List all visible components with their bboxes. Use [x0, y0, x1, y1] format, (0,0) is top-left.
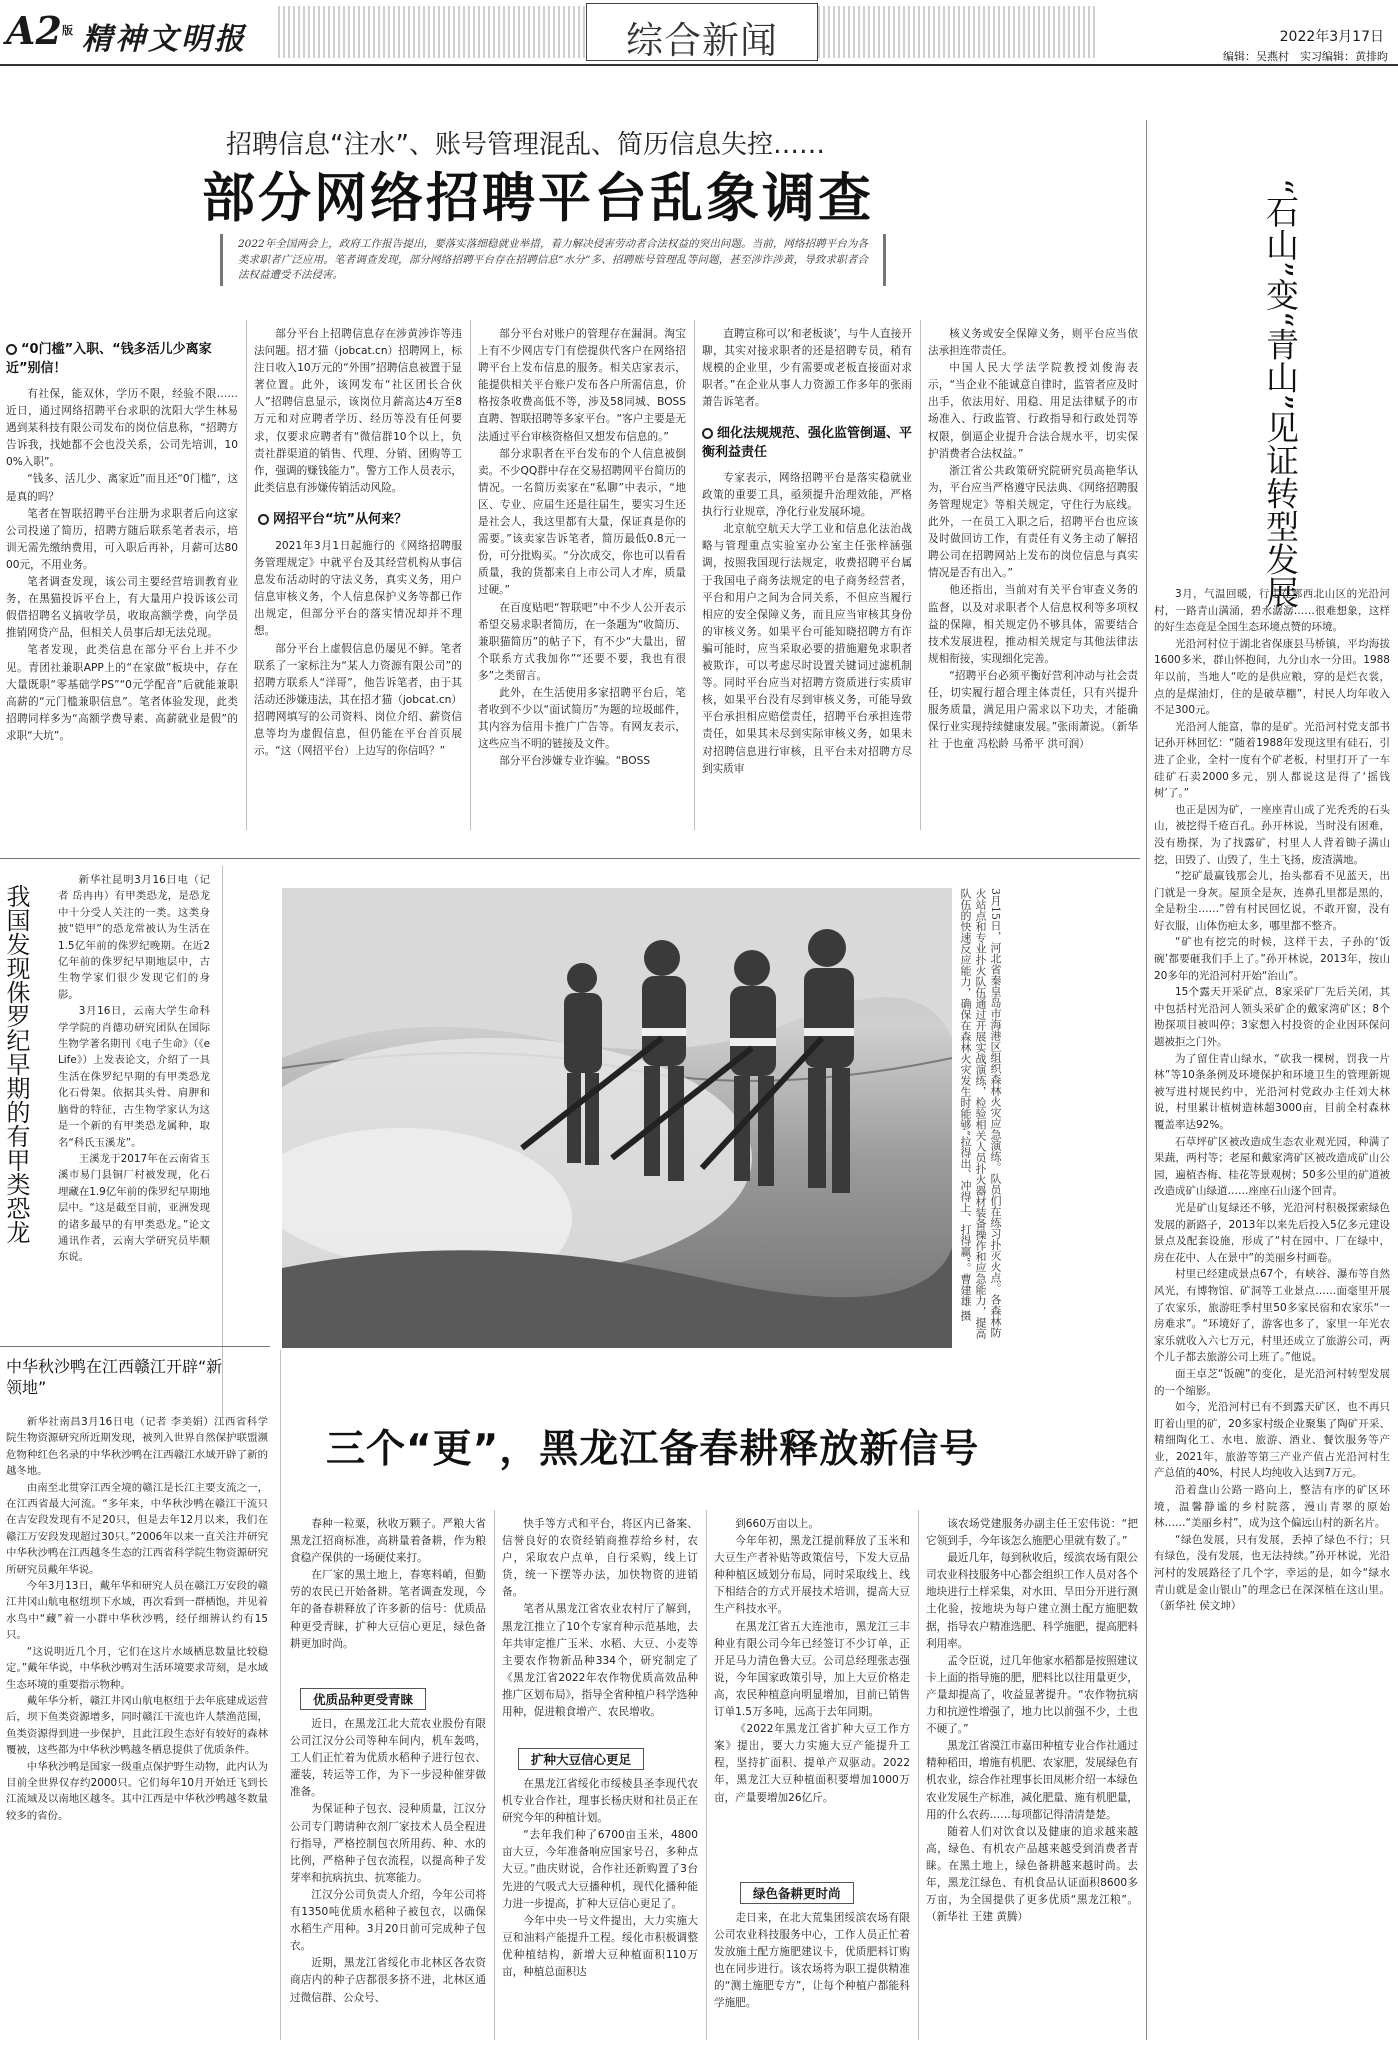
lead-subhead-1	[6, 340, 238, 378]
paragraph: 孟令臣说，过几年他家水稻都是按照建议卡上面的指导施的肥，肥料比以往用量更少，产量却提高了，收益显著提升。“农作物抗病力和抗逆性增强了，地力比以前强不少，土也不硬了。”	[926, 1654, 1138, 1736]
page-number-suffix: 版	[61, 24, 73, 37]
paragraph: 新华社昆明3月16日电（记者 岳冉冉）有甲类恐龙，是恐龙中十分受人关注的一类。这类身披“铠甲”的恐龙常被认为生活在1.5亿年前的侏罗纪晚期。在近2亿年前的侏罗纪早期地层中，古生物学家们很少发现它们的身影。	[58, 874, 210, 1001]
mountain-body	[1154, 586, 1390, 1615]
paragraph: 《2022年黑龙江省扩种大豆工作方案》提出，要大力实施大豆产能提升工程，坚持扩面积、提单产双驱动。2022年，黑龙江大豆种植面积要增加1000万亩，产量要增加26亿斤。	[714, 1723, 910, 1804]
dino-title: 我国发现侏罗纪早期的有甲类恐龙	[2, 884, 30, 1244]
lead-kicker: 招聘信息“注水”、账号管理混乱、简历信息失控……	[226, 130, 825, 160]
paragraph: 王溪龙于2017年在云南省玉溪市易门县铜厂村被发现，化石埋藏在1.9亿年前的侏罗纪早期地层中。“这是截至目前，亚洲发现的诸多最早的有甲类恐龙。”论文通讯作者，云南大学研究员毕顺东说。	[58, 1152, 210, 1264]
column-divider	[470, 320, 471, 830]
paragraph: “这说明近几个月，它们在这片水域栖息数量比较稳定。”戴年华说，中华秋沙鸭对生活环境要求苛刻，是水域生态环境的重要指示物种。	[6, 1645, 268, 1691]
paragraph: 在厂家的黑土地上，春寒料峭，但勤劳的农民已开始备耕。笔者调查发现，今年的备春耕释放了许多新的信号：优质品种更受青睐，扩种大豆信心更足，绿色备耕更加时尚。	[290, 1569, 486, 1650]
paragraph: 光沿河人能富，靠的是矿。光沿河村党支部书记孙开林回忆：“随着1988年发现这里有硅石，引进了企业，全村一度有个矿老板，村里打开了一车硅矿石卖2000多元，别人都说这是得了‘摇钱树’了。”	[1154, 720, 1390, 800]
lead-subhead-2-text: 网招平台“坑”从何来？	[273, 512, 408, 527]
paragraph: 笔者调查发现，该公司主要经营培训教育业务，在黑猫投诉平台上，有大量用户投诉该公司假借招聘名义搞收学员，收取高额学费，向学员推销网贷产品，但相关人员事后却无法兑现。	[6, 576, 238, 640]
issue-date: 2022年3月17日	[1279, 29, 1384, 45]
paragraph: 3月，气温回暖，行走在鄂西北山区的光沿河村，一路青山满涌，碧水潺潺……很难想象，这样的好生态竟是全国生态环境点赞的环境。	[1154, 588, 1390, 634]
paragraph: 在百度贴吧“智联吧”中不少人公开表示希望交易求职者简历，在一条题为“收简历、兼职猫简历”的帖子下，有不少“大量出，留个联系方式我加你”“还要不要，我也有很多”之类留言。	[478, 601, 686, 682]
lead-subhead-1-text: “0门槛”入职、“钱多活儿少离家近”别信！	[6, 342, 212, 376]
sturgeon-title: 中华秋沙鸭在江西赣江开辟“新领地”	[6, 1357, 223, 1397]
paragraph: 该农场党建服务办副主任王宏伟说：“把它领到手，今年该怎么施肥心里就有数了。”	[926, 1518, 1138, 1548]
lead-subhead-2	[258, 508, 407, 527]
paragraph: “钱多、活儿少、离家近”而且还“0门槛”，这是真的吗？	[6, 473, 238, 503]
spring-column-2	[502, 1516, 698, 1721]
spring-column-2b	[502, 1776, 698, 1981]
column-divider	[494, 1510, 495, 2040]
paragraph: 近期，黑龙江省绥化市北林区各农资商店内的种子店都很多挤不进，北林区通过微信群、公众号、	[290, 1957, 486, 2004]
section-title: 综合新闻	[626, 19, 778, 62]
lead-column-4	[702, 326, 912, 411]
paragraph: 笔者在智联招聘平台注册为求职者后向这家公司投递了简历，招聘方随后联系笔者表示，培训无需先缴纳费用，可入职后再补，月薪可达8000元，不用业务。	[6, 507, 238, 571]
paragraph: 近日，在黑龙江北大荒农业股份有限公司江汉分公司等种车间内，机车轰鸣，工人们正忙着为优质水稻种子进行包衣、灌装，转运等工作，为下一步浸种催芽做准备。	[290, 1718, 486, 1799]
column-divider	[1146, 120, 1147, 2040]
bullet-circle-icon	[702, 428, 713, 439]
news-photo	[282, 888, 952, 1348]
paragraph: 戴年华分析，赣江井冈山航电枢纽于去年底建成运营后，坝下鱼类资源增多，同时赣江干流也许人禁渔范围，鱼类资源得到进一步保护，且此江段生态好有较好的森林覆被，这些都为中华秋沙鸭越冬栖息提供了优质条件。	[6, 1694, 268, 1757]
section-rule	[0, 1346, 270, 1347]
column-divider	[918, 1510, 919, 2040]
paragraph: 有社保，能双休，学历不限，经验不限……近日，通过网络招聘平台求职的沈阳大学生林易遇到某科技有限公司发布的岗位信息称，“招聘方告诉我，找她都不会也没关系，公司先培训，100%入职”。	[6, 388, 238, 469]
page-number-value: A2	[6, 8, 62, 53]
paragraph: 江汉分公司负责人介绍，今年公司将有1350吨优质水稻种子被包衣，以确保水稻生产用种。3月20日前可完成种子包衣。	[290, 1888, 486, 1953]
paragraph: 专家表示，网络招聘平台是落实稳就业政策的重要工具，亟须提升治理效能，严格执行行业规章，净化行业发展环境。	[702, 472, 912, 519]
bullet-circle-icon	[6, 344, 17, 355]
paragraph: 他还指出，当前对有关平台审查义务的监督，以及对求职者个人信息权利等多项权益的保障，相关规定仍不够具体，需要结合技术发展进程，推动相关规定与其他法律法规相衔接，实现细化完善。	[928, 584, 1138, 665]
paragraph: 直聘宣称可以‘和老板谈’，与牛人直接开聊，其实对接求职者的还是招聘专员，稍有规模的企业里，少有需要或老板直接面对求职者。”在企业从事人力资源工作多年的张雨萧告诉笔者。	[702, 328, 912, 409]
paragraph: 春种一粒粟，秋收万颗子。严粮大省黑龙江招商标准，高耕量着备耕，作为粮食稳产保供的一场硬仗来打。	[290, 1518, 486, 1565]
paragraph: 笔者发现，此类信息在部分平台上并不少见。青团社兼职APP上的“在家做”板块中，存在大量既职“零基础学PS”“0元学配音”后就能兼职高薪的“元门槛兼职信息”。笔者体验发现，此类招聘同样多为“高额学费导素、高薪就业是假”的求职“大坑”。	[6, 644, 238, 742]
paragraph: 到660万亩以上。	[735, 1518, 819, 1530]
mountain-title: “石山”变“青山”见证转型发展	[1261, 178, 1300, 609]
spring-title: 三个“更”，黑龙江备春耕释放新信号	[326, 1427, 980, 1472]
spring-column-3b	[714, 1910, 910, 2013]
paragraph: 沿着盘山公路一路向上，整洁有序的矿区环境，温馨静谧的乡村院落，漫山青翠的原始林……“美丽乡村”，成为这个偏远山村的新名片。	[1154, 1484, 1390, 1530]
paragraph: 如今，光沿河村已有不到露天矿区，也不再只盯着山里的矿，20多家村级企业聚集了陶矿开采、精细陶化工、水电、旅游、酒业、餐饮服务等产业，2021年，旅游等第三产业产值占光沿河村生产总值的40%，村民人均纯收入达到7万元。	[1154, 1401, 1390, 1480]
photo-caption: 3月15日，河北省秦皇岛市海港区组织森林火灾应急演练。队员们在练习扑灭火点。各森林防火站点和专业扑火队伍通过开展实战演练，检验相关人员扑火器材装备操作和应急能力，提高队伍的快速反应能力，确保在森林火灾发生时能够“拉得出、冲得上、打得赢”。曹建雄 摄	[959, 888, 1002, 1339]
paragraph: 浙江省公共政策研究院研究员高艳华认为，平台应当严格遵守民法典、《网络招聘服务管理规定》等相关规定，守住行为底线。此外，一在员工入职之后，招聘平台也应该及时做回访工作，有责任有义务主动了解招聘公司在招聘网站上发布的岗位信息与真实情况是否有出入。”	[928, 464, 1138, 580]
paragraph: 今年中央一号文件提出，大力实施大豆和油料产能提升工程。绥化市积极调整优种植结构，新增大豆种植面积110万亩，种植总面积达	[502, 1914, 698, 1979]
spring-subhead-2: 扩种大豆信心更足	[518, 1748, 644, 1770]
dino-body	[58, 872, 210, 1266]
masthead-rule	[0, 64, 1398, 66]
paragraph: 部分平台上虚假信息仍屡见不鲜。笔者联系了一家标注为“某人力资源有限公司”的招聘方联系人“洋哥”，他告诉笔者，由于其活动还涉嫌违法，其在招才猫（jobcat.cn）招聘网填写的公司资料、岗位介绍、薪资信息等均为虚假信息，但仍能在平台首页展示。“这（网招平台）上边写的你信吗？”	[254, 642, 462, 758]
paragraph: 为保证种子包衣、浸种质量，江汉分公司专门聘请种衣剂厂家技术人员全程进行指导，严格控制包衣所用药、种、水的比例，严格种子包衣流程，以提高种子发芽率和抗病抗虫、抗寒能力。	[290, 1803, 486, 1884]
paragraph: 今年3月13日，戴年华和研究人员在赣江万安段的赣江井冈山航电枢纽坝下水域，再次看到一群栖饱，并见着水鸟中“藏”着一小群中华秋沙鸭，经仔细辨认约有15只。	[6, 1580, 268, 1642]
paragraph: 北京航空航天大学工业和信息化法治战略与管理重点实验室办公室主任张梓涵强调，按照我国现行法规定，收费招聘平台属于我国电子商务法规定的电子商务经营者，平台和用户之间为合同关系，不但应当履行相应的安全保障义务，而且应当审核其身份的审核义务。如果平台可能知晓招聘方有诈骗可能时，应当采取必要的措施避免求职者被欺诈，可以考虑尽时设置关键词过滤机制等。同时平台应当对招聘方资质进行实质审核，如果平台没有尽到审核义务，可能导致平台承担相应赔偿责任，招聘平台承担连带责任，如果其未尽到实际审核义务，如果未对招聘信息进行审核，且平台未对招聘方尽到实质审	[702, 523, 912, 775]
paragraph: 中华秋沙鸭是国家一级重点保护野生动物，此内认为目前全世界仅存约2000只。它们每年10月开始迁飞到长江流域及以南地区越冬。其中江西是中华秋沙鸭越冬数量较多的省份。	[6, 1760, 268, 1822]
lead-headline: 部分网络招聘平台乱象调查	[202, 168, 874, 229]
paragraph: “矿也有挖完的时候，这样干去，子孙的‘饭碗’都要砸我们手上了。”孙开林说，2013年，按山20多年的光沿河村开始“治山”。	[1154, 936, 1390, 982]
paragraph: 石草坪矿区被改造成生态农业观光园，种满了果蔬，两村等；老屋和戴家湾矿区被改造成矿山公园，遍植杏梅、桂花等景观树；50多公里的矿道被改造成矿山绿道……座座石山逐个回青。	[1154, 1135, 1390, 1198]
paragraph: “招聘平台必须平衡好营利冲动与社会责任，切实履行超合理主体责任，只有兴提升服务质量，满足用户需求以下功夫，才能确保行业实现持续健康发展。”张雨萧说。（新华社 于也童 冯松龄 马希平 洪可润）	[928, 669, 1138, 751]
spring-column-1b	[290, 1716, 486, 2007]
lead-column-3	[478, 326, 686, 770]
masthead-stripe-right	[818, 6, 1098, 58]
paragraph: 部分平台对账户的管理存在漏洞。淘宝上有不少网店专门有偿提供代客户在网络招聘平台上发布信息的服务。相关店家表示，能提供相关平台账户发布各户所需信息，价格按条收费高低不等，涉及58同城、BOSS直聘、智联招聘等多家平台。“客户主要是无法通过平台审核资格但又想发布信息的。”	[478, 328, 686, 443]
lead-subhead-3-text: 细化法规规范、强化监管倒逼、平衡利益责任	[702, 426, 913, 460]
paragraph: 黑龙江省漠江市嘉田种植专业合作社通过精种稻田，增施有机肥、农家肥，发展绿色有机农业，综合作社理事长田凤彬介绍一本绿色农业发展生产标准，减化肥量、施有机肥量，用的什么农药……每项都记得清清楚楚。	[926, 1740, 1138, 1821]
lead-column-1	[6, 386, 238, 745]
paragraph: 15个露天开采矿点，8家采矿厂先后关闭，其中包括村光沿河人领头采矿企的戴家湾矿区；8个勘探项目被叫停；3家想入村投资的企业因环保问题被拒之门外。	[1154, 986, 1390, 1049]
lead-column-4b	[702, 470, 912, 778]
paragraph: 此外，在生活使用多家招聘平台后，笔者收到不少以“面试简历”为题的垃圾邮件，其内容为信用卡推广广告等。有网友表示，这些应当不明的链接及文件。	[478, 686, 686, 751]
paragraph: 也正是因为矿，一座座青山成了光秃秃的石头山，被挖得千疮百孔。孙开林说，当时没有困难，没有勘探，为了找露矿，村里人人背着锄子满山挖，田毁了、山毁了，生土飞扬，废渣满地。	[1154, 803, 1390, 866]
paragraph: 面王卓芝“饭碗”的变化，是光沿河村转型发展的一个缩影。	[1154, 1367, 1390, 1397]
column-divider	[694, 320, 695, 830]
paragraph: 2021年3月1日起施行的《网络招聘服务管理规定》中就平台及其经营机构从事信息发布活动时的守法义务，真实义务，用户信息审核义务，个人信息保护义务等都已作出规定，但部分平台的落实情况却并不理想。	[254, 540, 462, 638]
column-divider	[246, 320, 247, 830]
lead-subhead-3	[702, 424, 914, 462]
paragraph: 中国人民大学法学院教授刘俊海表示，“当企业不能诚意自律时，监管者应及时出手，依法用好、用稳、用足法律赋予的市场准入、行政监管、行政指导和行政处罚等权限，倒逼企业提升合法合规水平，切实保护消费者合法权益。”	[928, 362, 1138, 460]
lead-column-2	[254, 326, 462, 497]
column-divider	[706, 1510, 707, 2040]
paragraph: 新华社南昌3月16日电（记者 李美娟）江西省科学院生物资源研究所近期发现，被列入世界自然保护联盟濒危物种红色名录的中华秋沙鸭在江西赣江水域开辟了新的越冬地。	[6, 1416, 268, 1478]
paragraph: 随着人们对饮食以及健康的追求越来越高，绿色、有机农产品越来越受到消费者青睐。在黑土地上，绿色备耕越来越时尚。去年，黑龙江绿色、有机食品认证面积8600多万亩，为全国提供了更多优质“黑龙江粮”。（新华社 王建 黄腾）	[926, 1825, 1138, 1924]
section-rule	[0, 858, 1140, 859]
paragraph: 3月16日，云南大学生命科学学院的肖德功研究团队在国际生物学著名期刊《电子生命》（《eLife》）上发表论文，介绍了一具生活在侏罗纪早期的有甲类恐龙化石骨架。依据其头骨、肩胛和脑骨的特征，古生物学家认为这是一个新的有甲类恐龙属种，取名“科氏玉溪龙”。	[58, 1005, 210, 1149]
paragraph: 在黑龙江省绥化市绥棱县圣李现代农机专业合作社，理事长杨庆财和社员正在研究今年的种植计划。	[502, 1778, 698, 1825]
masthead-stripe-left	[278, 6, 586, 58]
paragraph: 核义务或安全保障义务，则平台应当依法承担连带责任。	[928, 328, 1138, 358]
paragraph: 村里已经建成景点67个，有峡谷、瀑布等自然风光，有博物馆、矿洞等工业景点……面毫里开展了农家乐，旅游旺季村里50多家民宿和农家乐“一房难求”。“环境好了，游客也多了，家里一年光农家乐就收入六七万元，村里还成立了旅游公司，两个儿子都去旅游公司上班了。”他说。	[1154, 1268, 1390, 1364]
paragraph: 部分平台涉嫌专业诈骗。“BOSS	[499, 755, 651, 768]
spring-column-4	[926, 1516, 1138, 1926]
column-divider	[222, 866, 223, 1426]
column-divider	[920, 320, 921, 830]
paragraph: 最近几年，每到秋收后，绥滨农场有限公司农业科技服务中心都会组织工作人员对各个地块进行土样采集，对水田、旱田分开进行测土化验，按地块为每户建立测土配方施肥数据，指导农户精准选肥、科学施肥，提高肥料利用率。	[926, 1552, 1138, 1650]
paragraph: 部分求职者在平台发布的个人信息被倒卖。不少QQ群中存在交易招聘网平台简历的情况。一名简历卖家在“私聊”中表示，“地区、专业、应届生还是往届生，要实习生还是社会人，我这里都有大量，保证真是你的需要。”该卖家告诉笔者，简历最低0.8元一份，可分批购买。“分次成交，你也可以看看质量，我的货都来自上市公司人才库，质量过硬。”	[478, 447, 686, 597]
paragraph: 为了留住青山绿水，“砍我一棵树，罚我一片林”等10条条例及环境保护和环境卫生的管理新规被写进村规民约中，光沿河村党政办主任刘大林说，村里累计植树造林超3000亩，目前全村森林覆盖率达92%。	[1154, 1052, 1390, 1131]
paragraph: 在黑龙江省五大连池市，黑龙江三丰种业有限公司今年已经签订不少订单，正开足马力清色鲁大豆。公司总经理张志强说，今年国家政策引导，加上大豆价格走高，农民种植意向明显增加，目前已销售订单1.5万多吨，远高于去年同期。	[714, 1620, 910, 1719]
column-divider	[280, 1350, 281, 2040]
paragraph: “绿色发展，只有发展，丢掉了绿色不行；只有绿色，没有发展，也无法持续。”孙开林说，光沿河村的发展路径了几个字，幸运的是，如今“绿水青山就是金山银山”的理念已在深深植在这山里。（新华社 侯文坤）	[1154, 1533, 1390, 1613]
paragraph: 走日来，在北大荒集团绥滨农场有限公司农业科技服务中心，工作人员正忙着发放施土配方施肥建议卡，优质肥料订购也在同步进行。该农场将为职工提供精准的“测土施肥专方”，让每个种植户都能科学施肥。	[714, 1912, 910, 2010]
lead-column-2b	[254, 538, 462, 760]
paragraph: 部分平台上招聘信息存在涉黄涉诈等违法问题。招才猫（jobcat.cn）招聘网上，标注日收入10万元的“外围”招聘信息被置于显著位置。此外，该网发布“社区团长合伙人”招聘信息显示，该岗位月薪高达4万至8万元和对应聘者学历、经历等没有任何要求，仅要求应聘者有“微信群10个以上，负责社群渠道的销售、代理、分销、团购等工作，强调的赚钱能力”。警方工作人员表示，此类信息有涉嫌传销活动风险。	[254, 328, 462, 494]
paragraph: 光沿河村位于湖北省保康县马桥镇，平均海拔1600多米，群山怀抱间，九分山水一分田。1988年以前，当地人“吃的是供应粮，穿的是烂衣裳，点的是煤油灯，住的是破草棚”，村民人均年收入不足300元。	[1154, 637, 1390, 717]
page-number	[6, 10, 73, 52]
paragraph: “挖矿最赢钱那会儿，抬头都看不见蓝天，出门就是一身灰。屋顶全是灰，连鼻孔里都是黑的，全是粉尘……”曾有村民回忆说，不敢开窗，没有好衣服，山体伤疤太多，哪里都不整齐。	[1154, 870, 1390, 932]
spring-subhead-3: 绿色备耕更时尚	[740, 1882, 854, 1904]
paragraph: 笔者从黑龙江省农业农村厅了解到，黑龙江推立了10个专家育种示范基地，去年共审定推广玉米、水稻、大豆、小麦等主要农作物新品种334个，研究制定了《黑龙江省2022年农作物优质高效品种推广区划布局》，指导全省种植户科学选种用种，促进粮食增产、农民增收。	[502, 1603, 698, 1719]
lead-column-5	[928, 326, 1138, 753]
spring-subhead-1: 优质品种更受青睐	[300, 1688, 426, 1710]
paragraph: 由南至北贯穿江西全境的赣江是长江主要支流之一，在江西省最大河流。“多年来，中华秋沙鸭在赣江干流只在吉安段发现有不足20只，但是去年12月以来，我们在赣江万安段发现超过30只。”2006年以来一直关注并研究中华秋沙鸭在江西越冬生态的江西省科学院生物资源研究所研究员戴年华说。	[6, 1481, 268, 1576]
editors-line: 编辑：吴燕村 实习编辑：黄排昀	[1223, 50, 1388, 63]
paragraph: 快手等方式和平台，将区内已备案、信誉良好的农资经销商推荐给乡村，农户，采取农户点单，自行采购，线上订货，统一下摆等办法，加快物资的进销备。	[502, 1518, 698, 1599]
firefighters-drill-illustration	[282, 888, 952, 1348]
paragraph: “去年我们种了6700亩玉米，4800亩大豆，今年准备响应国家号召，多种点大豆。”曲庆财说，合作社还新购置了3台先进的气吸式大豆播种机，现代化播种能力进一步提高，扩种大豆信心更足了。	[502, 1829, 698, 1910]
paragraph: 光是矿山复绿还不够，光沿河村积极探索绿色发展的新路子，2013年以来先后投入5亿多元建设景点及配套设施，形成了“村在园中、厂在绿中，房在花中、人在景中”的美丽乡村画卷。	[1154, 1201, 1390, 1264]
paper-name: 精神文明报	[82, 22, 247, 57]
paragraph: 今年年初，黑龙江提前释放了玉米和大豆生产者补贴等政策信号，下发大豆品种种植区域划分布局，同时采取线上、线下相结合的方式开展技术培训，提高大豆生产科技水平。	[714, 1535, 910, 1616]
lead-intro: 2022年全国两会上，政府工作报告提出，要落实落细稳就业举措，着力解决侵害劳动者合法权益的突出问题。当前，网络招聘平台为各类求职者广泛应用。笔者调查发现，部分网络招聘平台存在招聘信息“水分”多、招聘账号管理乱等问题，甚至涉诈涉黄，导致求职者合法权益遭受不法侵害。	[238, 238, 868, 281]
sturgeon-body	[6, 1414, 268, 1824]
bullet-circle-icon	[258, 514, 269, 525]
spring-column-1	[290, 1516, 486, 1653]
spring-column-3	[714, 1516, 910, 1807]
